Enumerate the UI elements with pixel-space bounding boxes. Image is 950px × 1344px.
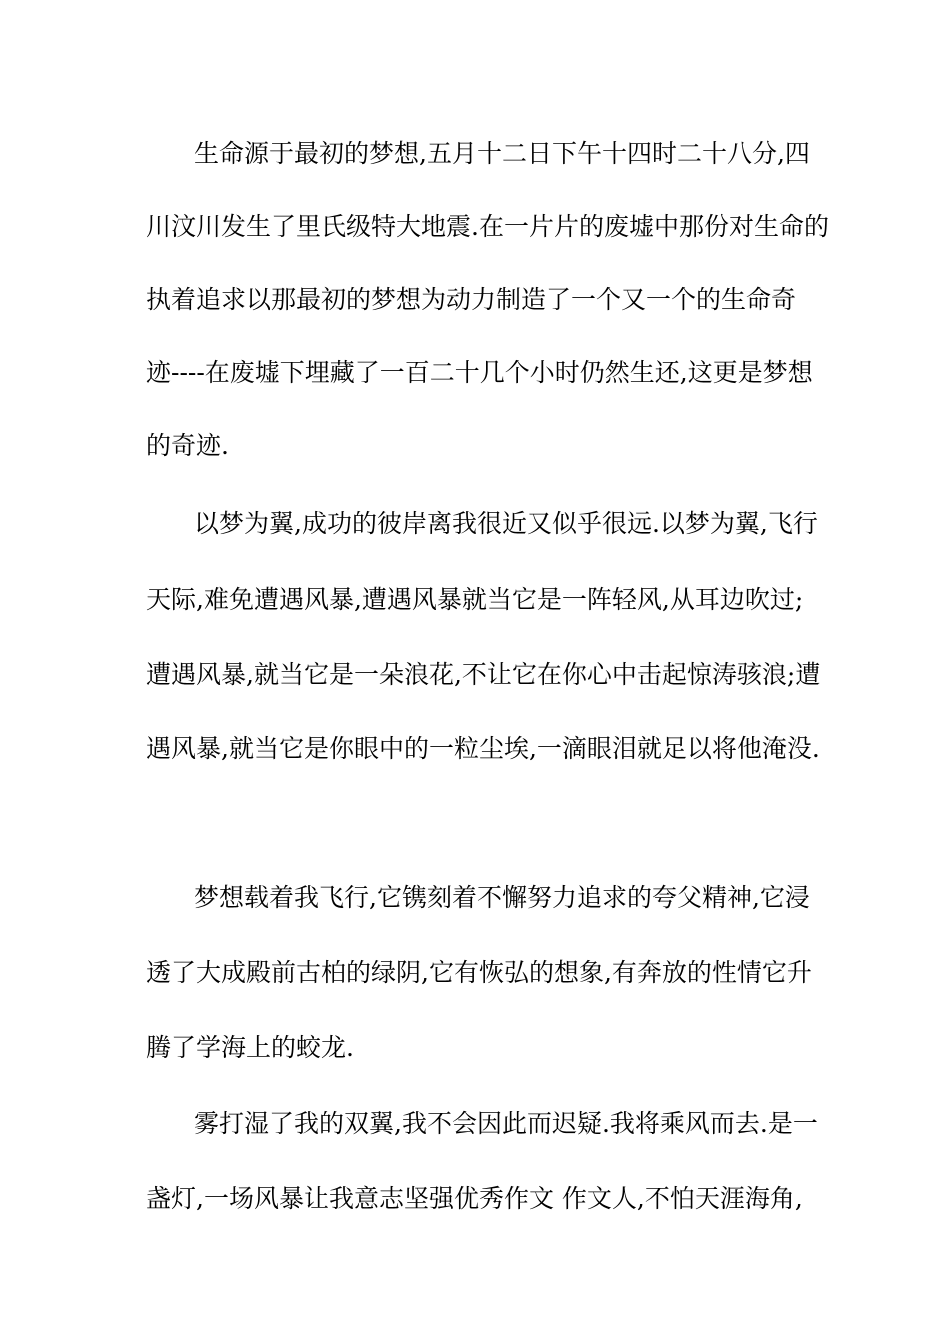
paragraph-1-line-2: 川汶川发生了里氏级特大地震.在一片片的废墟中那份对生命的 [146, 212, 829, 241]
paragraph-2-line-1: 以梦为翼,成功的彼岸离我很近又似乎很远.以梦为翼,飞行 [194, 509, 818, 538]
paragraph-1-line-5: 的奇迹. [146, 431, 229, 460]
paragraph-3-line-1: 梦想载着我飞行,它镌刻着不懈努力追求的夸父精神,它浸 [194, 883, 810, 912]
paragraph-2-line-3: 遭遇风暴,就当它是一朵浪花,不让它在你心中击起惊涛骇浪;遭 [146, 660, 821, 689]
paragraph-4-line-1: 雾打湿了我的双翼,我不会因此而迟疑.我将乘风而去.是一 [194, 1109, 818, 1138]
paragraph-3-line-3: 腾了学海上的蛟龙. [146, 1033, 354, 1062]
paragraph-1-line-1: 生命源于最初的梦想,五月十二日下午十四时二十八分,四 [194, 139, 810, 168]
paragraph-1-line-4: 迹----在废墟下埋藏了一百二十几个小时仍然生还,这更是梦想 [146, 358, 813, 387]
paragraph-2-line-2: 天际,难免遭遇风暴,遭遇风暴就当它是一阵轻风,从耳边吹过; [146, 585, 804, 614]
paragraph-3-line-2: 透了大成殿前古柏的绿阴,它有恢弘的想象,有奔放的性情它升 [146, 958, 812, 987]
paragraph-1-line-3: 执着追求以那最初的梦想为动力制造了一个又一个的生命奇 [146, 285, 797, 314]
paragraph-4-line-2: 盏灯,一场风暴让我意志坚强优秀作文 作文人,不怕天涯海角, [146, 1184, 803, 1213]
paragraph-2-line-4: 遇风暴,就当它是你眼中的一粒尘埃,一滴眼泪就足以将他淹没. [146, 734, 820, 763]
